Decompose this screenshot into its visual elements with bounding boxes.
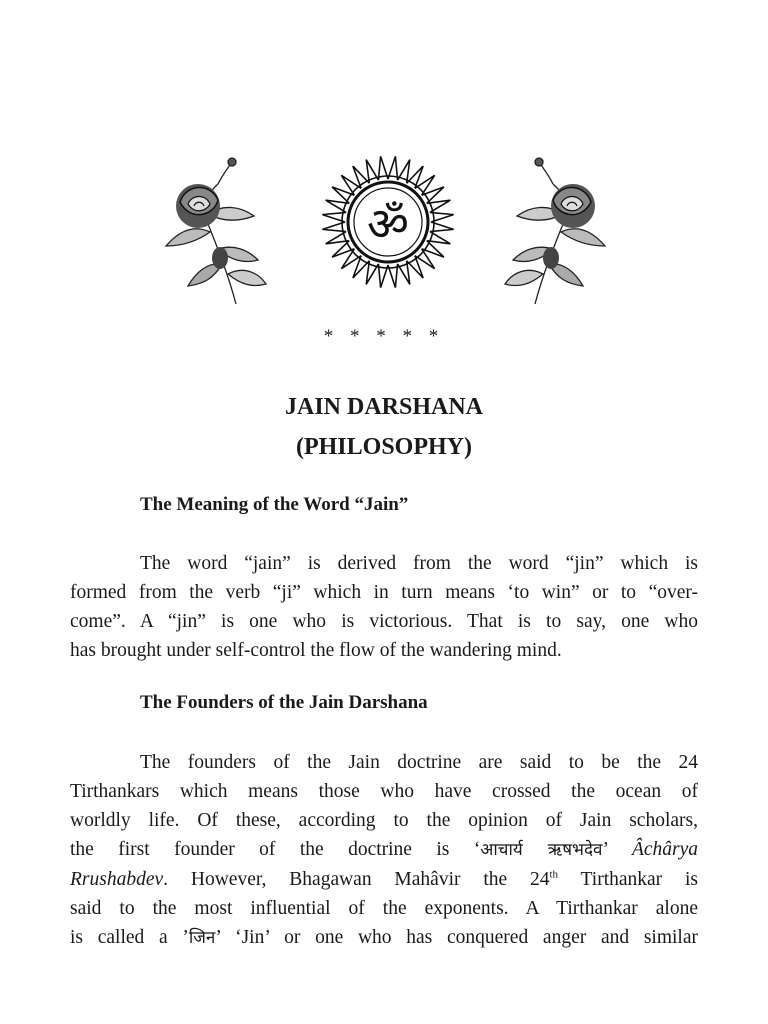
om-sun-icon	[318, 152, 458, 292]
text-run: ’ ‘Jin’ or one who has conquered anger and similar	[215, 927, 698, 948]
italic-text: Rrushabdev	[70, 869, 164, 890]
paragraph-line: The founders of the Jain doctrine are said to be the 24	[140, 752, 698, 773]
paragraph-line	[70, 923, 698, 953]
page-subtitle: (PHILOSOPHY)	[295, 434, 472, 460]
text-run: the first founder of the doctrine is ‘	[70, 839, 481, 860]
svg-text:ॐ: ॐ	[367, 197, 409, 251]
devanagari-text: जिन	[188, 928, 216, 948]
paragraph-line: The word “jain” is derived from the word “jin” which is	[140, 553, 698, 574]
superscript: th	[549, 868, 559, 881]
rose-flower-icon-right	[488, 154, 623, 309]
star-separator: * * * * *	[323, 326, 445, 347]
paragraph-line: worldly life. Of these, according to the opinion of Jain scholars,	[70, 810, 698, 831]
paragraph-line: said to the most influential of the exponents. A Tirthankar alone	[70, 898, 698, 919]
section-heading-founders: The Founders of the Jain Darshana	[140, 692, 428, 713]
paragraph-line: come”. A “jin” is one who is victorious. That is to say, one who	[70, 611, 698, 632]
paragraph-meaning	[70, 549, 698, 665]
devanagari-text: आचार्य ऋषभदेव	[480, 840, 603, 860]
text-run: Tirthankar is	[558, 869, 699, 890]
paragraph-line: formed from the verb “ji” which in turn means ‘to win” or to “over-	[70, 582, 698, 603]
page-title: JAIN DARSHANA	[284, 394, 483, 420]
rose-flower-icon-left	[148, 154, 283, 309]
paragraph-line	[70, 835, 698, 865]
section-heading-meaning: The Meaning of the Word “Jain”	[140, 494, 409, 515]
text-run: is called a ’	[70, 927, 189, 948]
paragraph-line: has brought under self-control the flow of the wandering mind.	[70, 640, 562, 661]
header-ornaments	[0, 148, 768, 318]
paragraph-line	[70, 865, 698, 894]
text-run: . However, Bhagawan Mahâvir the 24	[163, 869, 550, 890]
paragraph-line: Tirthankars which means those who have crossed the ocean of	[70, 781, 698, 802]
paragraph-founders	[70, 748, 698, 953]
italic-text: Âchârya	[631, 839, 699, 860]
text-run: ’	[602, 839, 632, 860]
